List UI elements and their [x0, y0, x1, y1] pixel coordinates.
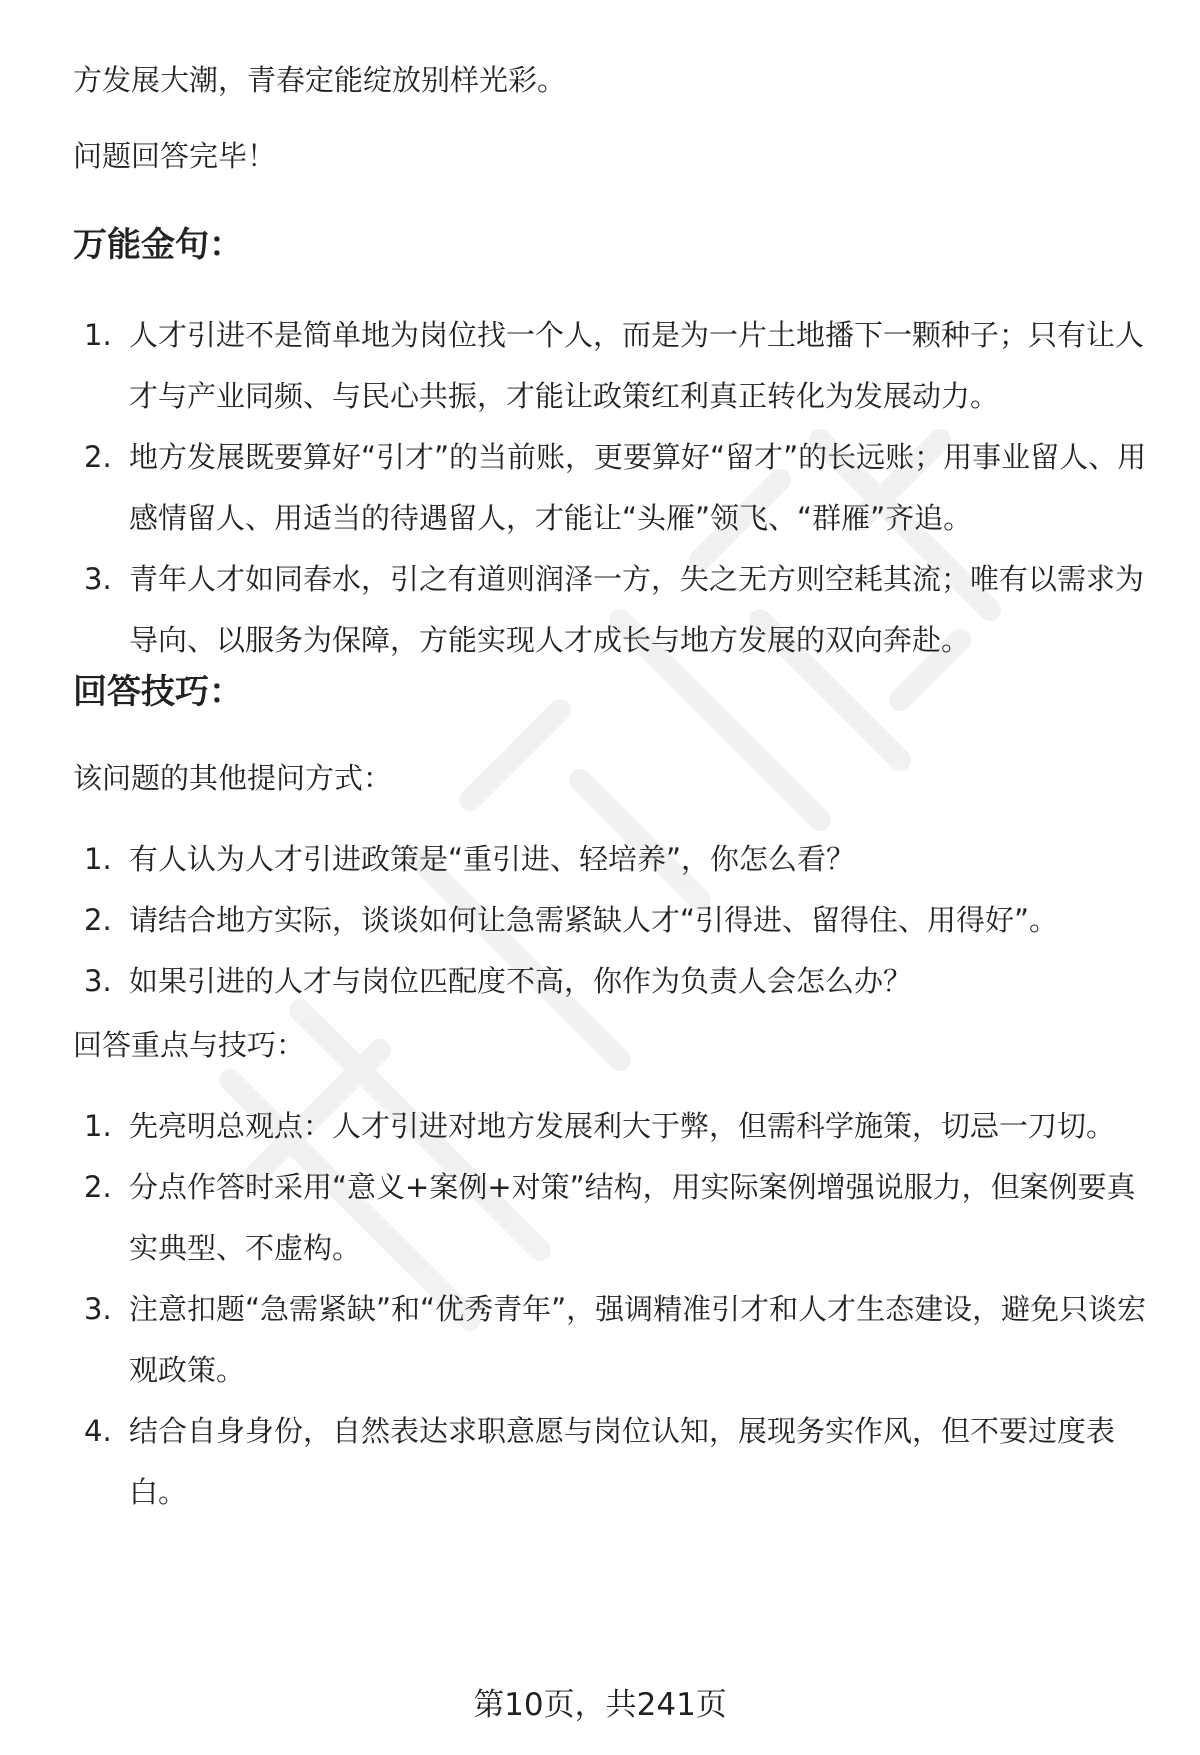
list-item-number: 4.	[84, 1414, 112, 1448]
intro-line-2: 问题回答完毕！	[73, 139, 277, 173]
page-number-footer: 第10页，共241页	[473, 1687, 727, 1723]
golden-sentences-list	[0, 305, 1200, 671]
intro-line-1: 方发展大潮，青春定能绽放别样光彩。	[73, 63, 567, 97]
list-item-number: 1.	[84, 318, 112, 352]
list-item-text: 分点作答时采用“意义+案例+对策”结构，用实际案例增强说服力，但案例要真实典型、不虚构。	[129, 1170, 1136, 1265]
list-item-text: 结合自身身份，自然表达求职意愿与岗位认知，展现务实作风，但不要过度表白。	[129, 1414, 1116, 1509]
list-item	[0, 427, 1200, 549]
section-heading-golden-sentences: 万能金句：	[73, 225, 243, 265]
list-item-number: 3.	[84, 1292, 112, 1326]
list-item	[0, 1096, 1200, 1157]
key-points-list	[0, 1096, 1200, 1523]
list-item-number: 3.	[84, 964, 112, 998]
list-item-text: 有人认为人才引进政策是“重引进、轻培养”，你怎么看？	[129, 842, 856, 876]
list-item	[0, 1157, 1200, 1279]
key-points-label: 回答重点与技巧：	[73, 1028, 306, 1062]
list-item-text: 注意扣题“急需紧缺”和“优秀青年”，强调精准引才和人才生态建设，避免只谈宏观政策。	[129, 1292, 1147, 1387]
section-heading-answer-tips: 回答技巧：	[73, 672, 243, 712]
list-item-text: 人才引进不是简单地为岗位找一个人，而是为一片土地播下一颗种子；只有让人才与产业同频、与民心共振，才能让政策红利真正转化为发展动力。	[129, 318, 1145, 413]
list-item-text: 先亮明总观点：人才引进对地方发展利大于弊，但需科学施策，切忌一刀切。	[129, 1109, 1116, 1143]
list-item-number: 3.	[84, 562, 112, 596]
list-item-text: 青年人才如同春水，引之有道则润泽一方，失之无方则空耗其流；唯有以需求为导向、以服务为保障，方能实现人才成长与地方发展的双向奔赴。	[129, 562, 1145, 657]
list-item	[0, 890, 1200, 951]
list-item-text: 请结合地方实际，谈谈如何让急需紧缺人才“引得进、留得住、用得好”。	[129, 903, 1059, 937]
list-item	[0, 951, 1200, 1012]
list-item	[0, 1401, 1200, 1523]
list-item-number: 2.	[84, 1170, 112, 1204]
other-questions-list	[0, 829, 1200, 1012]
list-item-number: 2.	[84, 440, 112, 474]
list-item-text: 如果引进的人才与岗位匹配度不高，你作为负责人会怎么办？	[129, 964, 913, 998]
list-item-number: 1.	[84, 842, 112, 876]
list-item-text: 地方发展既要算好“引才”的当前账，更要算好“留才”的长远账；用事业留人、用感情留人、用适当的待遇留人，才能让“头雁”领飞、“群雁”齐追。	[129, 440, 1147, 535]
list-item-number: 1.	[84, 1109, 112, 1143]
list-item	[0, 829, 1200, 890]
list-item	[0, 305, 1200, 427]
list-item-number: 2.	[84, 903, 112, 937]
list-item	[0, 549, 1200, 671]
other-questions-label: 该问题的其他提问方式：	[73, 761, 393, 795]
list-item	[0, 1279, 1200, 1401]
